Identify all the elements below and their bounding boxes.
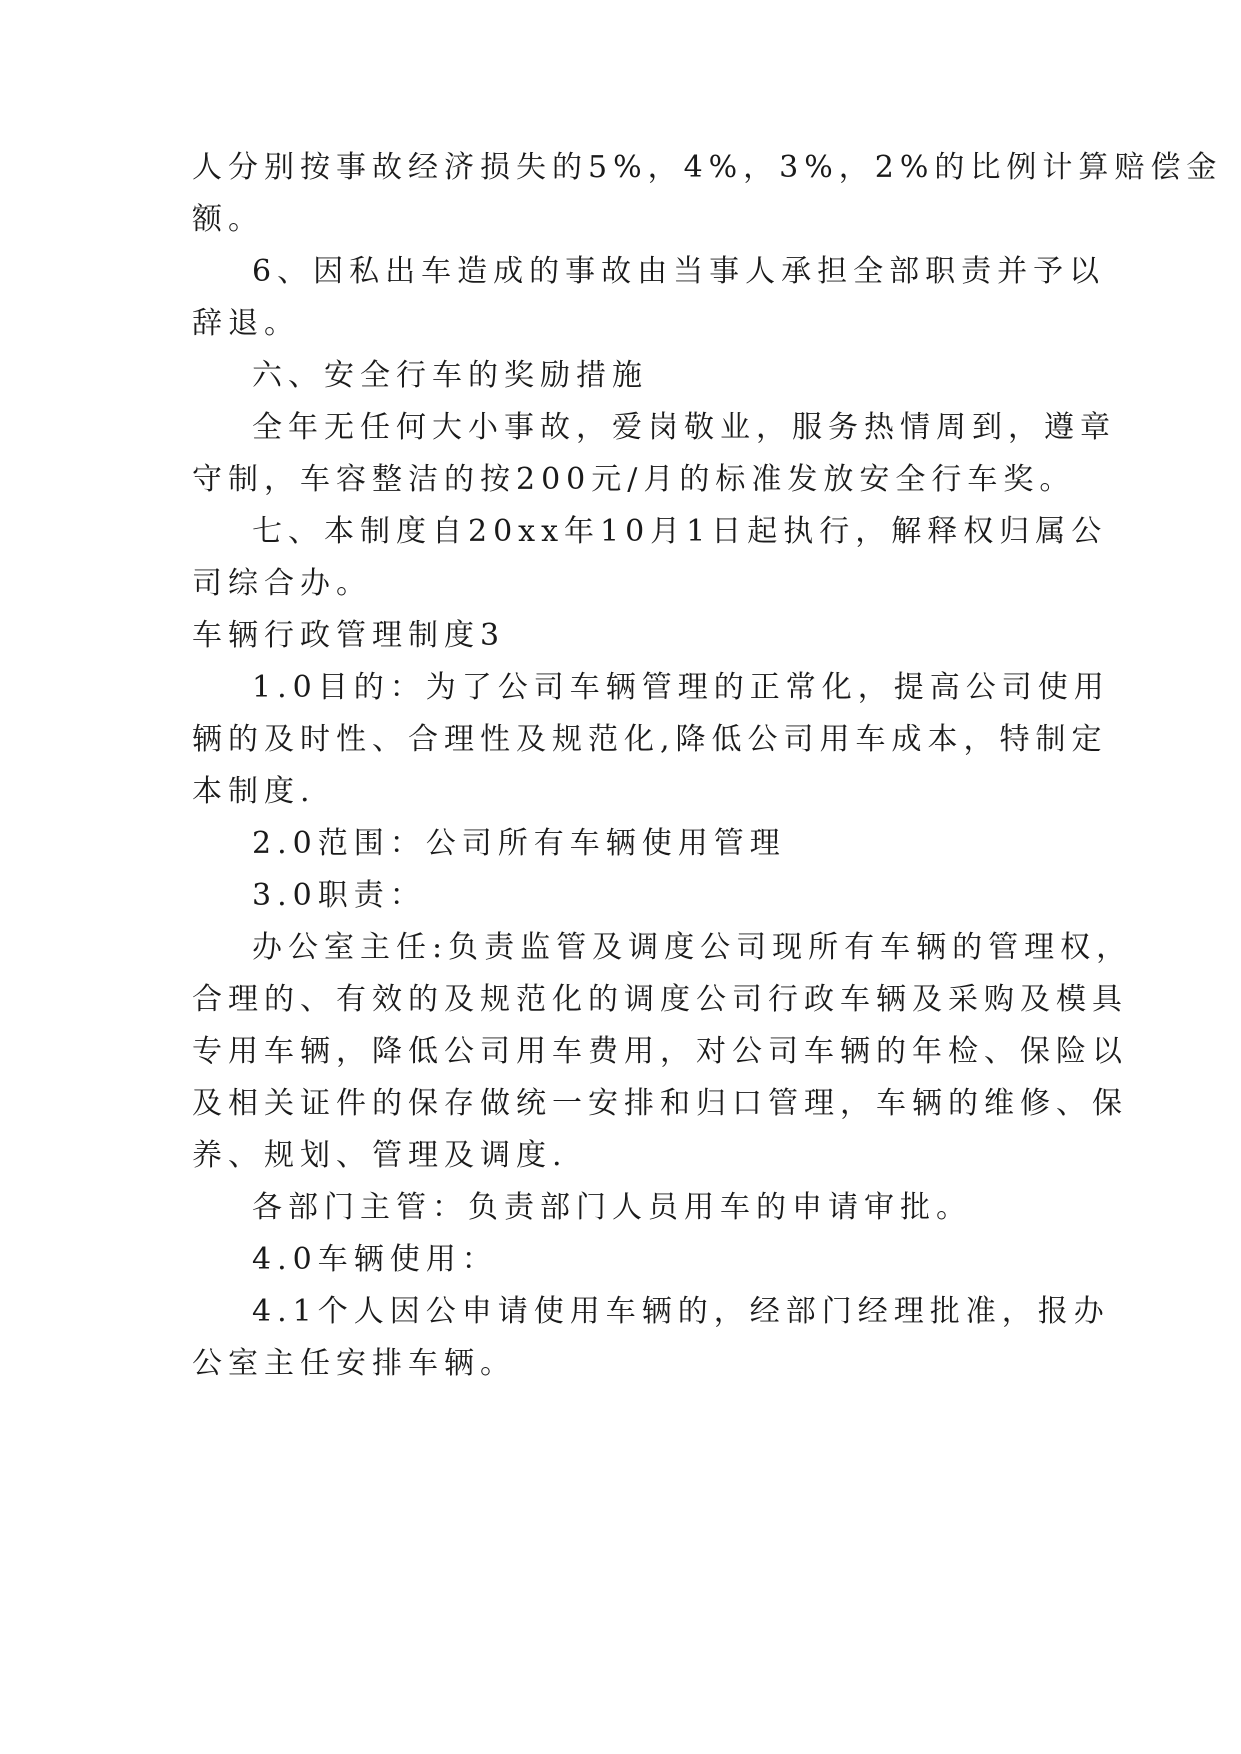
text-line-16: 办公室主任:负责监管及调度公司现所有车辆的管理权， (252, 930, 1133, 965)
text-line-22: 4.0车辆使用： (252, 1242, 498, 1277)
text-line-21: 各部门主管：负责部门人员用车的申请审批。 (252, 1190, 972, 1225)
text-line-4: 辞退。 (192, 306, 300, 341)
text-line-14: 2.0范围：公司所有车辆使用管理 (252, 826, 786, 861)
text-line-3: 6、因私出车造成的事故由当事人承担全部职责并予以 (252, 254, 1106, 289)
document-subtitle: 车辆行政管理制度3 (192, 618, 506, 653)
text-line-11: 1.0目的：为了公司车辆管理的正常化，提高公司使用 (252, 670, 1110, 705)
text-line-18: 专用车辆，降低公司用车费用，对公司车辆的年检、保险以 (192, 1034, 1128, 1069)
text-line-24: 公室主任安排车辆。 (192, 1346, 516, 1381)
text-line-7: 守制，车容整洁的按200元/月的标准发放安全行车奖。 (192, 462, 1076, 497)
text-line-19: 及相关证件的保存做统一安排和归口管理，车辆的维修、保 (192, 1086, 1128, 1121)
text-line-8: 七、本制度自20xx年10月1日起执行，解释权归属公 (252, 514, 1108, 549)
text-line-15: 3.0职责： (252, 878, 426, 913)
text-line-6: 全年无任何大小事故，爱岗敬业，服务热情周到，遵章 (252, 410, 1116, 445)
text-line-1: 人分别按事故经济损失的5%，4%，3%，2%的比例计算赔偿金 (192, 150, 1223, 185)
text-line-12: 辆的及时性、合理性及规范化,降低公司用车成本，特制定 (192, 722, 1108, 757)
text-line-17: 合理的、有效的及规范化的调度公司行政车辆及采购及模具 (192, 982, 1128, 1017)
text-line-2: 额。 (192, 202, 264, 237)
section-heading-reward: 六、安全行车的奖励措施 (252, 358, 648, 393)
text-line-20: 养、规划、管理及调度. (192, 1138, 568, 1173)
text-line-23: 4.1个人因公申请使用车辆的，经部门经理批准，报办 (252, 1294, 1110, 1329)
text-line-9: 司综合办。 (192, 566, 372, 601)
text-line-13: 本制度. (192, 774, 316, 809)
